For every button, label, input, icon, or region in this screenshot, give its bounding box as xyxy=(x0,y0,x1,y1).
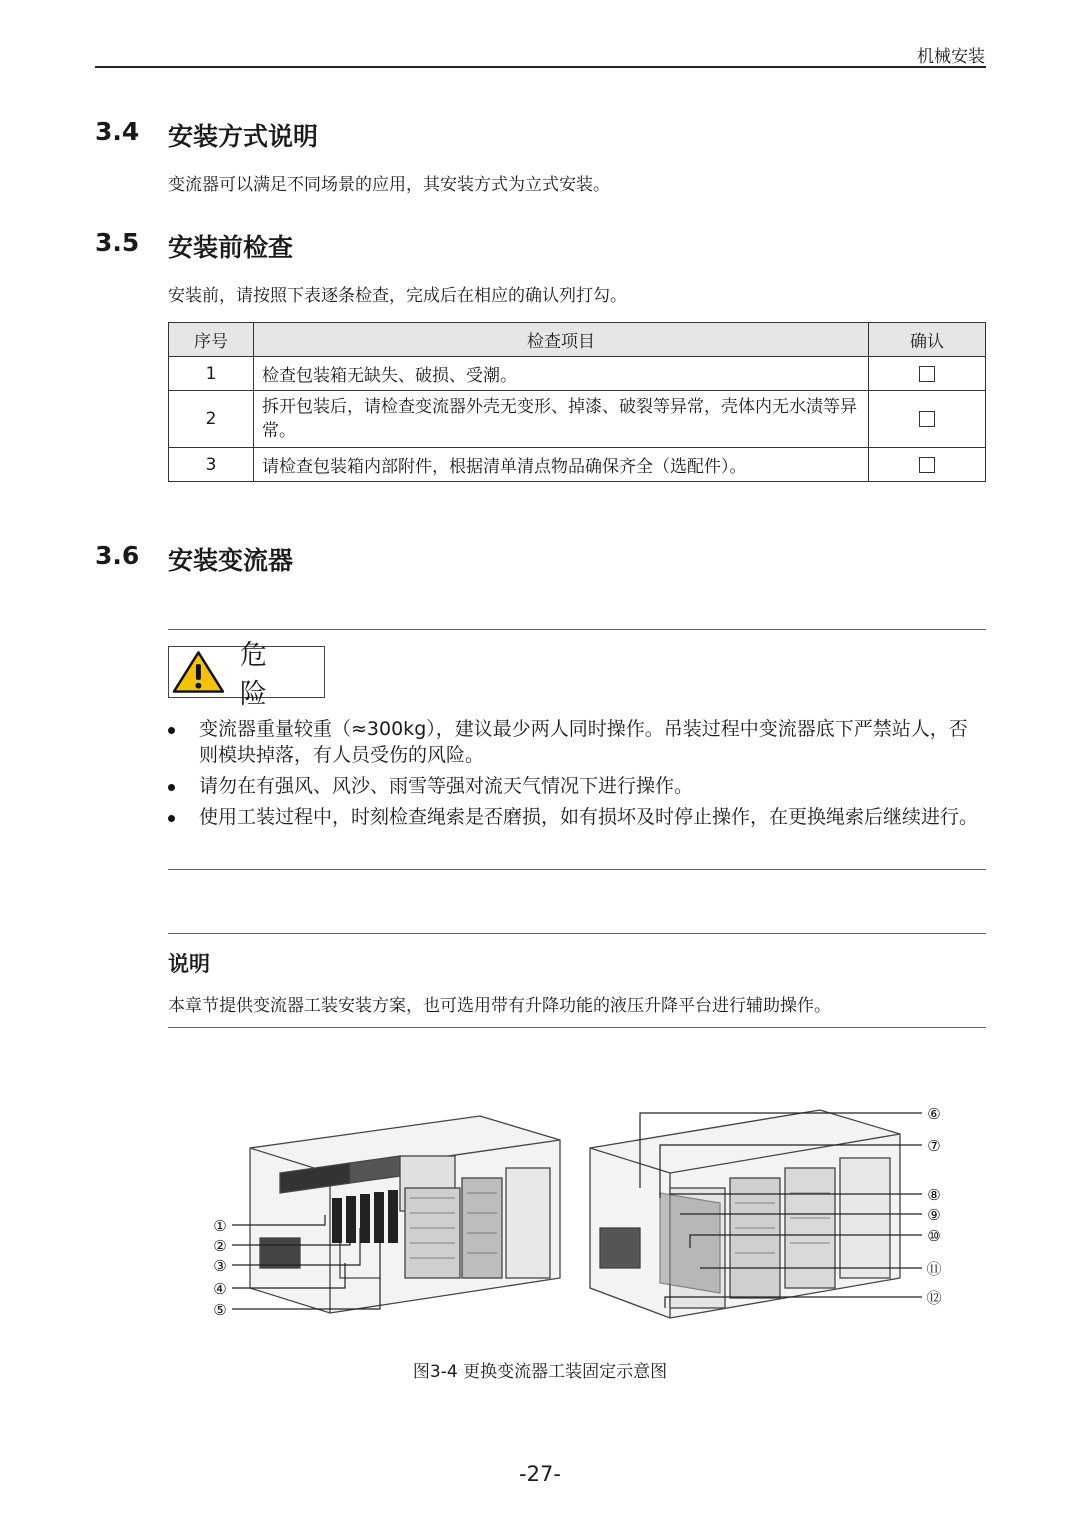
danger-list xyxy=(168,716,986,835)
section-number: 3.6 xyxy=(95,541,140,570)
table-row xyxy=(169,448,986,482)
figure-caption: 图3-4 更换变流器工装固定示意图 xyxy=(412,1362,668,1382)
confirm-cell xyxy=(869,448,986,482)
danger-item-text: 变流器重量较重（≈300kg），建议最少两人同时操作。吊装过程中变流器底下严禁站人，否则模块掉落，有人员受伤的风险。 xyxy=(199,718,968,766)
callout-7: ⑦ xyxy=(927,1137,941,1155)
note-top-divider xyxy=(168,933,986,934)
danger-label: 危险 xyxy=(239,640,283,710)
table-row xyxy=(169,391,986,448)
callout-10: ⑩ xyxy=(927,1227,941,1245)
section-paragraph: 安装前，请按照下表逐条检查，完成后在相应的确认列打勾。 xyxy=(168,286,627,306)
danger-bottom-divider xyxy=(168,869,986,870)
confirm-checkbox[interactable] xyxy=(919,411,935,427)
row-number: 2 xyxy=(169,391,254,448)
list-item xyxy=(168,773,986,799)
callout-4: ④ xyxy=(213,1280,227,1298)
callout-6: ⑥ xyxy=(927,1105,941,1123)
callout-1: ① xyxy=(213,1217,227,1235)
section-number: 3.4 xyxy=(95,117,140,146)
note-bottom-divider xyxy=(168,1027,986,1028)
note-title: 说明 xyxy=(168,952,210,976)
bullet-dot xyxy=(168,727,175,734)
bullet-dot xyxy=(168,784,175,791)
section-number: 3.5 xyxy=(95,228,140,257)
section-paragraph: 变流器可以满足不同场景的应用，其安装方式为立式安装。 xyxy=(168,175,610,195)
section-title: 安装变流器 xyxy=(168,546,294,575)
table-header-row xyxy=(169,323,986,357)
danger-item-text: 请勿在有强风、风沙、雨雪等强对流天气情况下进行操作。 xyxy=(199,775,694,797)
callout-3: ③ xyxy=(213,1257,227,1275)
callout-8: ⑧ xyxy=(927,1186,941,1204)
callout-11: ⑪ xyxy=(926,1260,942,1278)
section-title: 安装前检查 xyxy=(168,233,294,262)
row-number: 1 xyxy=(169,357,254,391)
bullet-dot xyxy=(168,815,175,822)
pre-install-check-table xyxy=(168,322,986,482)
callout-2: ② xyxy=(213,1237,227,1255)
confirm-cell xyxy=(869,357,986,391)
confirm-cell xyxy=(869,391,986,448)
list-item xyxy=(168,804,986,830)
page-number: -27- xyxy=(519,1462,561,1486)
col-header-confirm: 确认 xyxy=(869,323,986,357)
header-divider xyxy=(95,66,986,68)
warning-triangle-icon xyxy=(171,649,226,695)
confirm-checkbox[interactable] xyxy=(919,457,935,473)
callout-12: ⑫ xyxy=(926,1289,942,1307)
section-title: 安装方式说明 xyxy=(168,122,319,151)
danger-label-box xyxy=(168,640,325,710)
col-header-no: 序号 xyxy=(169,323,254,357)
converter-tooling-figure xyxy=(200,1078,960,1328)
list-item xyxy=(168,716,986,768)
row-item: 请检查包装箱内部附件，根据清单清点物品确保齐全（选配件）。 xyxy=(254,448,869,482)
confirm-checkbox[interactable] xyxy=(919,366,935,382)
left-cabinet-drawing xyxy=(250,1116,560,1313)
row-number: 3 xyxy=(169,448,254,482)
callout-9: ⑨ xyxy=(927,1206,941,1224)
danger-top-divider xyxy=(168,629,986,630)
header-chapter-title: 机械安装 xyxy=(917,47,985,67)
danger-item-text: 使用工装过程中，时刻检查绳索是否磨损，如有损坏及时停止操作，在更换绳索后继续进行。 xyxy=(199,806,979,828)
note-text: 本章节提供变流器工装安装方案，也可选用带有升降功能的液压升降平台进行辅助操作。 xyxy=(168,996,831,1016)
col-header-item: 检查项目 xyxy=(254,323,869,357)
row-item: 检查包装箱无缺失、破损、受潮。 xyxy=(254,357,869,391)
table-row xyxy=(169,357,986,391)
row-item: 拆开包装后，请检查变流器外壳无变形、掉漆、破裂等异常，壳体内无水渍等异常。 xyxy=(254,391,869,448)
callout-5: ⑤ xyxy=(213,1301,227,1319)
